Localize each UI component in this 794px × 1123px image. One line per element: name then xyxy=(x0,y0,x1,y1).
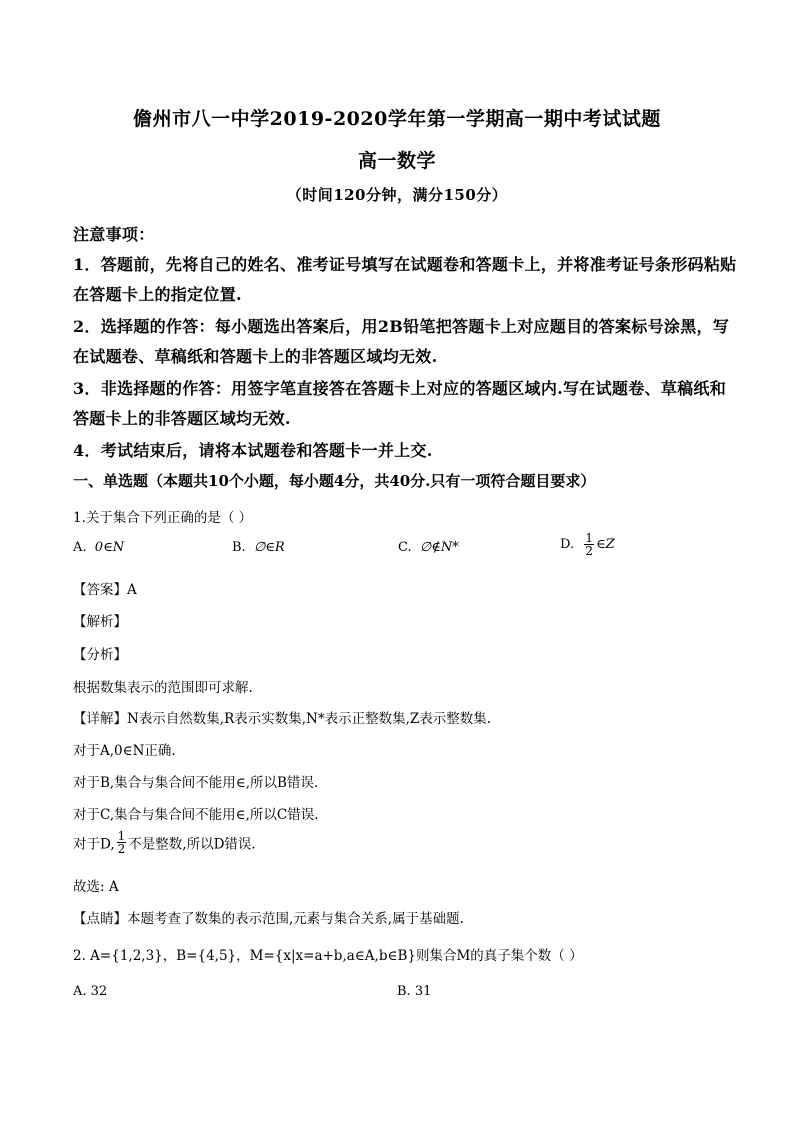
exam-time-info: （时间120分钟，满分150分） xyxy=(286,186,508,204)
q1-answer xyxy=(73,578,137,598)
q1-option-c xyxy=(398,540,459,555)
q1-option-d-numerator: 1 xyxy=(585,531,593,545)
detail-text: N表示自然数集,R表示实数集,N*表示正整数集,Z表示整数集. xyxy=(127,711,492,727)
comment-tag: 【点睛】 xyxy=(73,911,127,927)
notes-heading: 注意事项： xyxy=(73,225,155,244)
note-1-line-2: 在答题卡上的指定位置. xyxy=(73,285,242,304)
q1-option-a-text: 0∈N xyxy=(94,540,125,555)
q1-option-d-text: ∈Z xyxy=(596,537,615,552)
section-heading: 一、单选题（本题共10个小题，每小题4分，共40分.只有一项符合题目要求） xyxy=(73,472,596,490)
q1-fenxi-text: 根据数集表示的范围即可求解. xyxy=(73,680,253,696)
exam-title: 儋州市八一中学2019-2020学年第一学期高一期中考试试题 xyxy=(133,108,661,130)
q1-option-d xyxy=(560,532,615,557)
note-3-line-2: 答题卡上的非答题区域均无效. xyxy=(73,409,291,428)
q1-detail-d xyxy=(73,830,256,855)
note-2-line-2: 在试题卷、草稿纸和答题卡上的非答题区域均无效. xyxy=(73,347,438,366)
q1-comment xyxy=(73,907,464,927)
q2-option-a: A. 32 xyxy=(73,984,108,999)
q2-option-b: B. 31 xyxy=(397,984,432,999)
answer-tag: 【答案】 xyxy=(73,582,127,598)
q1-detail-a: 对于A,0∈N正确. xyxy=(73,743,176,759)
q1-option-b-label: B. xyxy=(232,540,246,555)
detail-d-denominator: 2 xyxy=(117,842,126,856)
detail-d-suffix: 不是整数,所以D错误. xyxy=(128,836,256,853)
detail-tag: 【详解】 xyxy=(73,711,127,727)
q1-conclusion: 故选: A xyxy=(73,879,119,895)
comment-text: 本题考查了数集的表示范围,元素与集合关系,属于基础题. xyxy=(127,911,464,927)
q1-fenxi-tag: 【分析】 xyxy=(73,647,127,663)
note-1-line-1: 1．答题前，先将自己的姓名、准考证号填写在试题卷和答题卡上，并将准考证号条形码粘贴 xyxy=(73,255,737,274)
q1-option-a xyxy=(73,540,124,555)
q1-stem: 1.关于集合下列正确的是（ ） xyxy=(73,510,253,526)
answer-value: A xyxy=(127,582,137,598)
detail-d-numerator: 1 xyxy=(117,829,126,843)
note-3-line-1: 3．非选择题的作答：用签字笔直接答在答题卡上对应的答题区域内.写在试题卷、草稿纸和 xyxy=(73,379,727,398)
q1-jiexi-tag: 【解析】 xyxy=(73,614,127,630)
q1-option-c-label: C. xyxy=(398,540,412,555)
q1-option-b xyxy=(232,540,285,555)
exam-subject: 高一数学 xyxy=(357,150,436,172)
q2-stem: 2. A={1,2,3}，B={4,5}，M={x|x=a+b,a∈A,b∈B}则集合M的真子集个数（ ） xyxy=(73,948,583,964)
q1-option-d-denominator: 2 xyxy=(585,544,593,558)
q1-option-d-fraction xyxy=(584,532,594,557)
detail-d-fraction xyxy=(117,830,127,855)
q1-detail-b: 对于B,集合与集合间不能用∈,所以B错误. xyxy=(73,775,319,791)
q1-detail xyxy=(73,707,491,727)
q1-detail-c: 对于C,集合与集合间不能用∈,所以C错误. xyxy=(73,807,319,823)
q1-option-c-text: ∅∉N* xyxy=(419,540,459,555)
note-2-line-1: 2．选择题的作答：每小题选出答案后，用2B铅笔把答题卡上对应题目的答案标号涂黑，写 xyxy=(73,317,730,336)
detail-d-prefix: 对于D, xyxy=(73,836,115,853)
q1-option-b-text: ∅∈R xyxy=(253,540,285,555)
q1-option-a-label: A. xyxy=(73,540,87,555)
q1-option-d-label: D. xyxy=(560,537,575,552)
note-4: 4．考试结束后，请将本试题卷和答题卡一并上交. xyxy=(73,441,433,460)
